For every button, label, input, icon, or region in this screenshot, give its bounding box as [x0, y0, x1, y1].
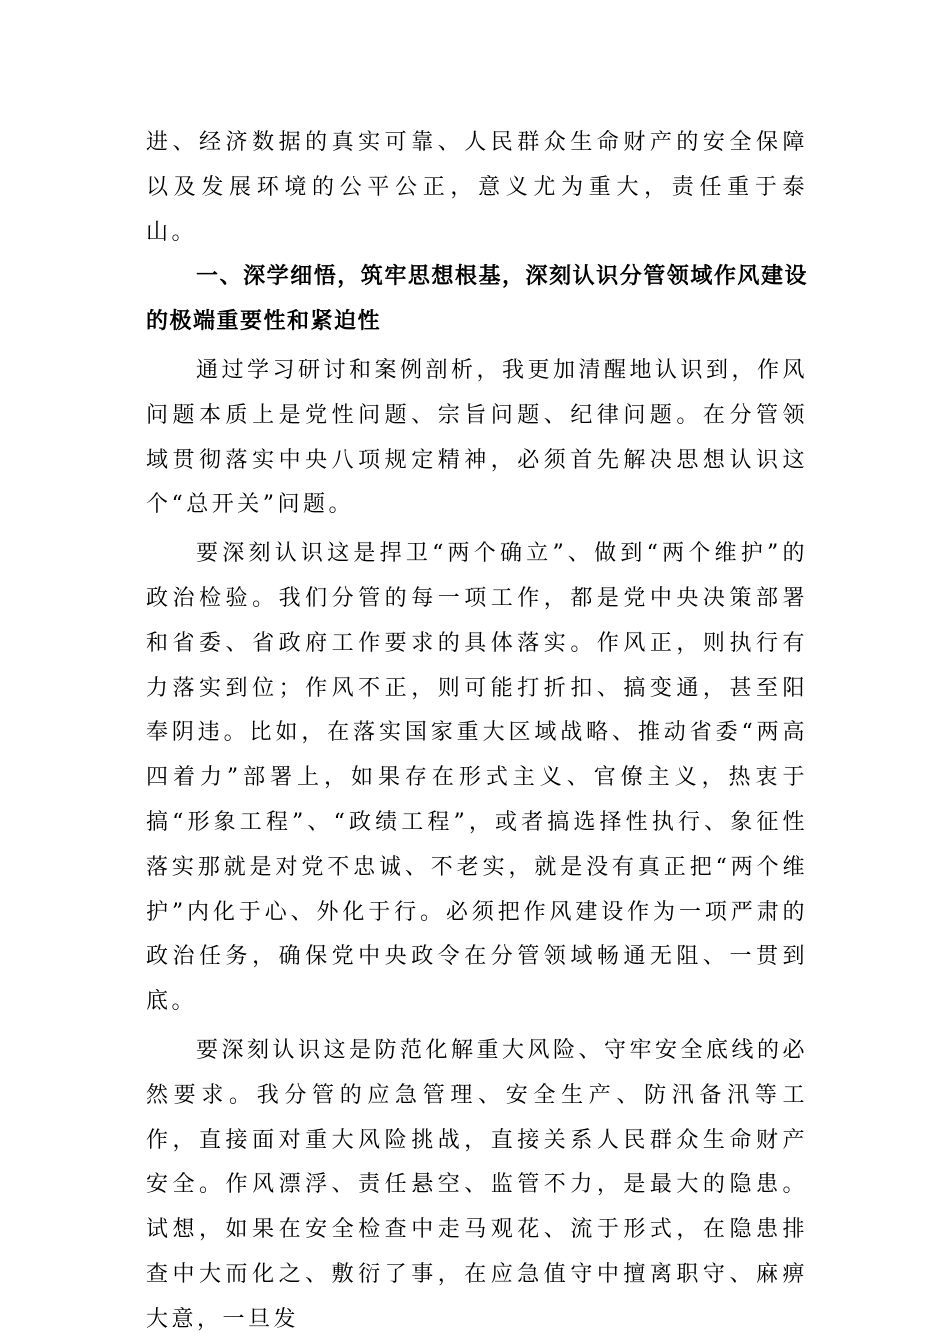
- paragraph-continuation: 进、经济数据的真实可靠、人民群众生命财产的安全保障以及发展环境的公平公正，意义尤为重大，责任重于泰山。: [146, 130, 808, 245]
- paragraph: 要深刻认识这是捍卫“两个确立”、做到“两个维护”的政治检验。我们分管的每一项工作，都是党中央决策部署和省委、省政府工作要求的具体落实。作风正，则执行有力落实到位；作风不正，则可能打折扣、搞变通，甚至阳奉阴违。比如，在落实国家重大区域战略、推动省委“两高四着力”部署上，如果存在形式主义、官僚主义，热衷于搞“形象工程”、“政绩工程”，或者搞选择性执行、象征性落实那就是对党不忠诚、不老实，就是没有真正把“两个维护”内化于心、外化于行。必须把作风建设作为一项严肃的政治任务，确保党中央政令在分管领域畅通无阻、一贯到底。: [146, 541, 808, 1015]
- paragraph: 要深刻认识这是防范化解重大风险、守牢安全底线的必然要求。我分管的应急管理、安全生产、防汛备汛等工作，直接面对重大风险挑战，直接关系人民群众生命财产安全。作风漂浮、责任悬空、监管不力，是最大的隐患。试想，如果在安全检查中走马观花、流于形式，在隐患排查中大而化之、敷衍了事，在应急值守中擅离职守、麻痹大意，一旦发: [146, 1037, 809, 1332]
- document-body: [146, 121, 808, 1343]
- section-heading: 一、深学细悟，筑牢思想根基，深刻认识分管领域作风建设的极端重要性和紧迫性: [146, 264, 808, 335]
- paragraph: 通过学习研讨和案例剖析，我更加清醒地认识到，作风问题本质上是党性问题、宗旨问题、纪律问题。在分管领域贯彻落实中央八项规定精神，必须首先解决思想认识这个“总开关”问题。: [146, 357, 809, 518]
